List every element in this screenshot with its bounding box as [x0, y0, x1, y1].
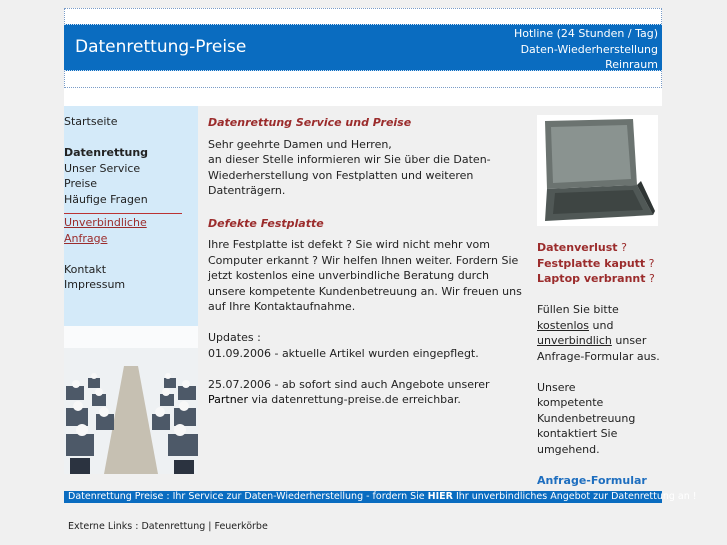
hotline-line: Daten-Wiederherstellung — [520, 42, 658, 56]
sidebar-nav — [64, 114, 198, 293]
unverbindlich-link[interactable]: unverbindlich — [537, 334, 612, 347]
question-festplatte-kaputt: Festplatte kaputt ? — [537, 256, 655, 270]
office-photo — [64, 326, 198, 474]
partner-link[interactable]: Partner — [208, 393, 248, 406]
question-datenverlust: Datenverlust ? — [537, 241, 627, 254]
fill-text-2: kostenlos und — [537, 318, 614, 332]
greeting-text: Sehr geehrte Damen und Herren, — [208, 137, 392, 151]
heading-service-preise: Datenrettung Service und Preise — [208, 116, 412, 129]
question-laptop-verbrannt: Laptop verbrannt ? — [537, 272, 655, 285]
fill-text-3: unverbindlich unser — [537, 334, 647, 347]
fill-text-1: Füllen Sie bitte — [537, 303, 619, 316]
nav-preise[interactable]: Preise — [64, 177, 98, 190]
team-text: Unsere kompetente Kundenbetreuung kontaktiert Sie umgehend. — [537, 380, 636, 456]
right-column — [528, 106, 662, 487]
anfrage-formular-link[interactable]: Anfrage-Formular — [537, 473, 647, 487]
intro-text: an dieser Stelle informieren wir Sie über die Daten-Wiederherstellung von Festplatten und weiteren Datenträgern. — [208, 153, 491, 197]
updates-label: Updates : — [208, 331, 261, 344]
hier-link[interactable]: HIER — [427, 491, 453, 502]
hotline-line: Hotline (24 Stunden / Tag) — [513, 27, 658, 40]
fill-text-4: Anfrage-Formular aus. — [537, 349, 660, 363]
nav-impressum[interactable]: Impressum — [64, 278, 126, 291]
nav-datenrettung[interactable]: Datenrettung — [64, 146, 149, 159]
nav-kontakt[interactable]: Kontakt — [64, 262, 107, 276]
sidebar — [64, 106, 198, 474]
festplatte-paragraph: Ihre Festplatte ist defekt ? Sie wird nicht mehr vom Computer erkannt ? Wir helfen Ihnen weiter. Fordern Sie jetzt kostenlos eine unverbindliche Beratung durch unsere kompetente Kundenbetreuung an. Wir freuen uns auf Ihre Kontaktaufnahme. — [208, 238, 522, 313]
update-item: 01.09.2006 - aktuelle Artikel wurden eingepflegt. — [208, 346, 479, 360]
hotline-line: Reinraum — [605, 58, 658, 71]
heading-defekte-festplatte: Defekte Festplatte — [208, 216, 324, 230]
nav-startseite[interactable]: Startseite — [64, 115, 118, 128]
laptop-photo — [537, 115, 658, 226]
nav-unser-service[interactable]: Unser Service — [64, 161, 141, 175]
kostenlos-link[interactable]: kostenlos — [537, 318, 590, 332]
header-strip — [64, 88, 662, 106]
footer-bar: Datenrettung Preise : Ihr Service zur Daten-Wiederherstellung - fordern Sie HIER Ihr unverbindliches Angebot zur Datenrettung an ! — [64, 491, 662, 503]
nav-haeufige-fragen[interactable]: Häufige Fragen — [64, 192, 148, 206]
update-item: 25.07.2006 - ab sofort sind auch Angebote unserer Partner via datenrettung-preise.de erreichbar. — [208, 377, 490, 406]
external-links[interactable]: Externe Links : Datenrettung | Feuerkörbe — [68, 521, 268, 532]
header-bar — [64, 24, 662, 71]
nav-unverbindliche-anfrage[interactable]: Unverbindliche Anfrage — [64, 213, 182, 246]
main-content — [198, 106, 528, 474]
hotline-info — [514, 26, 658, 73]
site-title: Datenrettung-Preise — [75, 37, 247, 57]
